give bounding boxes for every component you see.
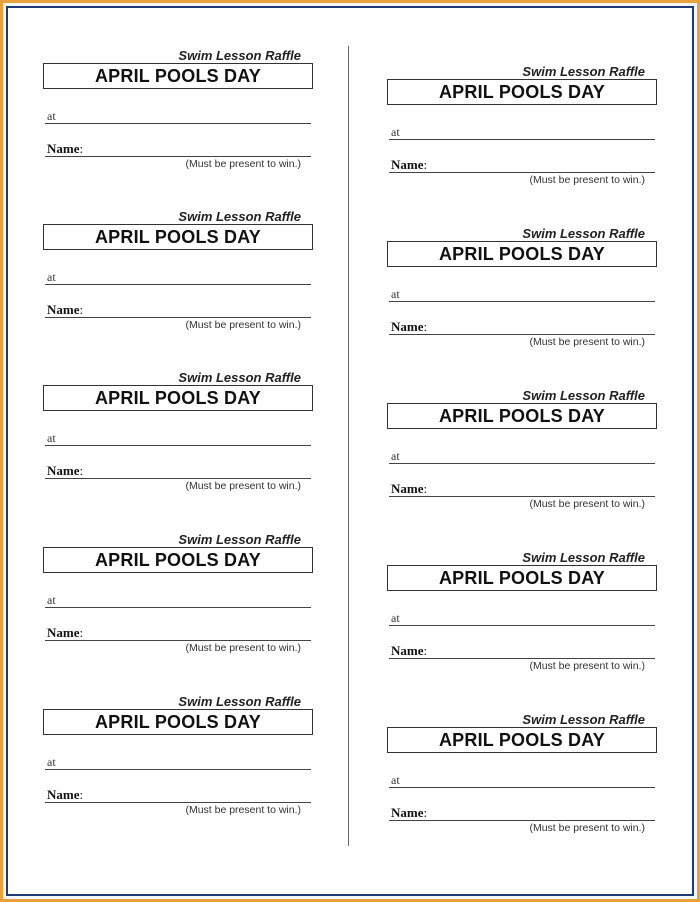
- name-label: Name:: [391, 319, 428, 334]
- raffle-ticket: [387, 64, 657, 194]
- event-title-box: APRIL POOLS DAY: [387, 403, 657, 429]
- at-input-line[interactable]: [45, 284, 311, 285]
- raffle-title: Swim Lesson Raffle: [522, 226, 645, 241]
- raffle-title: Swim Lesson Raffle: [178, 694, 301, 709]
- present-note: (Must be present to win.): [529, 174, 645, 186]
- at-label: at: [47, 270, 56, 284]
- at-label: at: [47, 431, 56, 445]
- at-label: at: [391, 449, 400, 463]
- at-input-line[interactable]: [389, 139, 655, 140]
- event-title-box: APRIL POOLS DAY: [387, 727, 657, 753]
- name-input-line[interactable]: [45, 640, 311, 641]
- at-input-line[interactable]: [45, 123, 311, 124]
- at-label: at: [391, 611, 400, 625]
- at-input-line[interactable]: [389, 301, 655, 302]
- raffle-ticket: [387, 388, 657, 518]
- name-input-line[interactable]: [389, 658, 655, 659]
- name-label: Name:: [391, 805, 428, 820]
- event-title-box: APRIL POOLS DAY: [43, 547, 313, 573]
- raffle-title: Swim Lesson Raffle: [178, 370, 301, 385]
- present-note: (Must be present to win.): [529, 336, 645, 348]
- event-title-box: APRIL POOLS DAY: [387, 79, 657, 105]
- name-input-line[interactable]: [389, 172, 655, 173]
- at-label: at: [47, 593, 56, 607]
- at-input-line[interactable]: [45, 445, 311, 446]
- name-label: Name:: [391, 481, 428, 496]
- present-note: (Must be present to win.): [185, 319, 301, 331]
- at-input-line[interactable]: [389, 463, 655, 464]
- raffle-title: Swim Lesson Raffle: [522, 388, 645, 403]
- present-note: (Must be present to win.): [529, 660, 645, 672]
- at-input-line[interactable]: [389, 787, 655, 788]
- present-note: (Must be present to win.): [529, 498, 645, 510]
- event-title-box: APRIL POOLS DAY: [43, 709, 313, 735]
- raffle-ticket: [43, 532, 313, 662]
- event-title-box: APRIL POOLS DAY: [387, 241, 657, 267]
- name-input-line[interactable]: [45, 478, 311, 479]
- at-label: at: [391, 773, 400, 787]
- name-input-line[interactable]: [389, 820, 655, 821]
- at-input-line[interactable]: [389, 625, 655, 626]
- raffle-ticket: [387, 226, 657, 356]
- present-note: (Must be present to win.): [185, 480, 301, 492]
- raffle-title: Swim Lesson Raffle: [522, 550, 645, 565]
- name-label: Name:: [47, 625, 84, 640]
- raffle-ticket: [43, 694, 313, 824]
- raffle-ticket: [43, 370, 313, 500]
- column-divider: [348, 46, 349, 846]
- present-note: (Must be present to win.): [185, 642, 301, 654]
- name-label: Name:: [47, 787, 84, 802]
- name-input-line[interactable]: [45, 156, 311, 157]
- event-title-box: APRIL POOLS DAY: [43, 63, 313, 89]
- name-input-line[interactable]: [45, 317, 311, 318]
- name-label: Name:: [47, 141, 84, 156]
- at-input-line[interactable]: [45, 769, 311, 770]
- raffle-title: Swim Lesson Raffle: [178, 48, 301, 63]
- raffle-ticket: [387, 712, 657, 842]
- name-input-line[interactable]: [389, 496, 655, 497]
- present-note: (Must be present to win.): [185, 804, 301, 816]
- name-label: Name:: [47, 302, 84, 317]
- raffle-ticket: [43, 48, 313, 178]
- raffle-title: Swim Lesson Raffle: [522, 712, 645, 727]
- name-label: Name:: [47, 463, 84, 478]
- name-label: Name:: [391, 157, 428, 172]
- raffle-ticket: [43, 209, 313, 339]
- event-title-box: APRIL POOLS DAY: [43, 224, 313, 250]
- name-input-line[interactable]: [389, 334, 655, 335]
- raffle-ticket: [387, 550, 657, 680]
- raffle-title: Swim Lesson Raffle: [178, 209, 301, 224]
- present-note: (Must be present to win.): [185, 158, 301, 170]
- present-note: (Must be present to win.): [529, 822, 645, 834]
- event-title-box: APRIL POOLS DAY: [43, 385, 313, 411]
- raffle-title: Swim Lesson Raffle: [522, 64, 645, 79]
- name-label: Name:: [391, 643, 428, 658]
- at-label: at: [391, 125, 400, 139]
- at-input-line[interactable]: [45, 607, 311, 608]
- at-label: at: [47, 109, 56, 123]
- event-title-box: APRIL POOLS DAY: [387, 565, 657, 591]
- at-label: at: [47, 755, 56, 769]
- raffle-title: Swim Lesson Raffle: [178, 532, 301, 547]
- at-label: at: [391, 287, 400, 301]
- name-input-line[interactable]: [45, 802, 311, 803]
